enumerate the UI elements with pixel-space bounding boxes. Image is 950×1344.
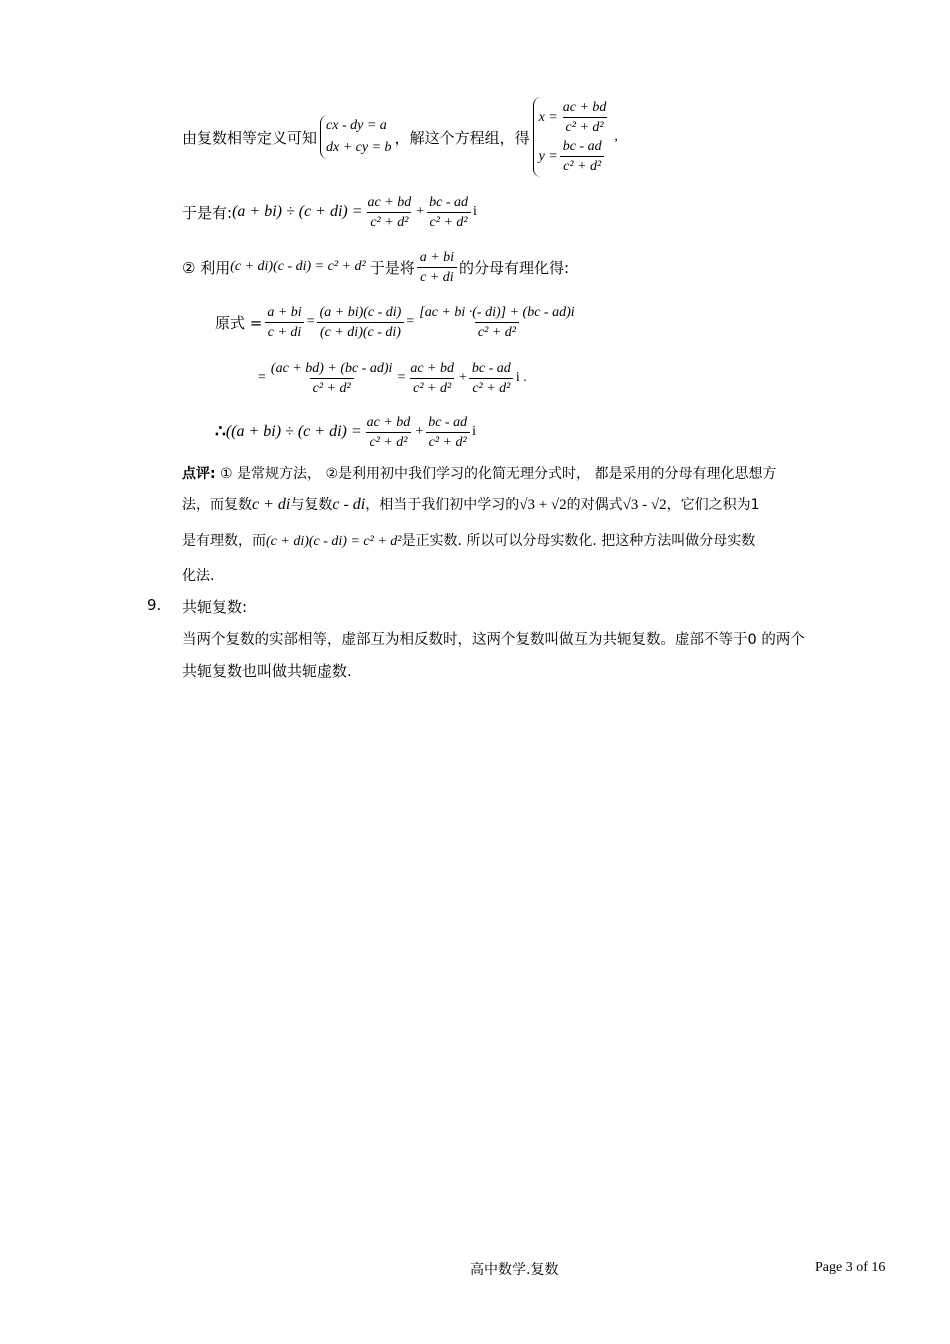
line1-middle: ，解这个方程组，得 [394,128,530,147]
comment-label: 点评: [182,466,216,482]
comment-math: c + di [252,496,291,513]
comment-line-3 [182,530,755,550]
line4-prefix: 原式 = [215,313,263,332]
imag-unit: i [472,424,476,439]
numerator: a + bi [419,249,455,265]
derivation-line-4 [215,300,580,344]
numerator: (a + bi)(c - di) [319,304,402,320]
equals-sign: = [406,314,415,329]
denominator: c² + d² [410,378,454,397]
line1-prefix: 由复数相等定义可知 [182,128,318,147]
x-denominator: c² + d² [563,117,607,136]
comment-math: √3 - √2 [622,497,667,513]
solution-x [539,99,612,136]
x-label: x = [538,109,558,125]
footer-title: 高中数学.复数 [470,1262,559,1278]
comment-text: 的对偶式 [566,497,623,513]
denominator: c + di [265,322,305,341]
numerator: [ac + bi ·(- di)] + (bc - ad)i [419,304,575,320]
denominator: c² + d² [427,212,471,231]
derivation-line-1 [182,94,618,180]
comment-text: ，相当于我们初中学习的 [365,497,520,513]
line3-suffix: 的分母有理化得: [459,258,570,277]
denominator: c² + d² [469,378,513,397]
section-9-text-2: 共轭复数也叫做共轭虚数. [182,662,352,680]
line3-expression: (c + di)(c - di) = c² + d² [230,259,366,274]
line4-fraction-2 [317,304,405,341]
comment-text-1: ① 是常规方法， ②是利用初中我们学习的化简无理分式时， 都是采用的分母有理化思想方 [215,466,777,482]
denominator: c² + d² [310,378,354,397]
section-9-title: 共轭复数: [182,598,248,616]
x-numerator: ac + bd [562,100,607,115]
equals-sign: = [306,314,315,329]
footer-page-number: Page 3 of 16 [815,1260,886,1275]
y-numerator: bc - ad [562,139,602,154]
comment-line-2 [182,494,760,514]
section-9-number: 9. [147,596,162,614]
line2-lhs: (a + bi) ÷ (c + di) = [232,203,363,220]
comment-text-4: 化法. [182,568,215,584]
numerator: ac + bd [410,360,455,376]
comment-text: 是正实数. 所以可以分母实数化. 把这种方法叫做分母实数 [401,533,756,549]
derivation-line-2 [182,190,477,234]
comment-math: √3 + √2 [519,497,567,513]
numerator: a + bi [267,304,302,320]
comment-text: 与复数 [290,497,333,513]
denominator: c² + d² [426,432,470,451]
line2-prefix: 于是有: [182,203,233,222]
comment-text: 是有理数，而 [182,533,266,549]
line4-fraction-1 [264,304,304,341]
comment-line-4 [182,565,214,585]
line3-prefix: ② 利用 [182,258,231,277]
line6-fraction-2 [425,414,470,451]
line6-fraction-1 [364,414,414,451]
denominator: c² + d² [475,322,519,341]
line3-middle: 于是将 [369,258,415,277]
numerator: ac + bd [367,194,412,210]
solution-y [539,138,612,175]
line4-fraction-3 [416,304,577,341]
numerator: (ac + bd) + (bc - ad)i [270,360,393,376]
equation-system-1 [320,115,392,159]
line5-fraction-3 [469,360,514,397]
denominator: c² + d² [367,212,411,231]
derivation-line-6 [215,410,476,454]
denominator: c + di [417,267,457,286]
section-9-text-1: 当两个复数的实部相等，虚部互为相反数时，这两个复数叫做互为共轭复数。虚部不等于0 的两个 [182,632,805,648]
y-fraction [560,138,605,175]
comment-text: 法，而复数 [182,497,252,513]
comment-math: (c + di)(c - di) = c² + d² [266,534,402,549]
comment-text: ，它们之积为1 [666,497,760,513]
line2-fraction-1 [365,194,415,231]
numerator: bc - ad [428,414,468,430]
derivation-line-5 [258,356,527,400]
system1-eq1: cx - dy = a [326,118,387,133]
line6-lhs: ((a + bi) ÷ (c + di) = [225,423,362,440]
line3-fraction [417,249,457,286]
y-denominator: c² + d² [560,156,604,175]
numerator: bc - ad [429,194,469,210]
numerator: ac + bd [366,414,411,430]
solution-system [533,97,612,177]
line5-fraction-1 [268,360,396,397]
imag-unit: i [473,204,477,219]
equals-sign: = [397,370,406,385]
numerator: bc - ad [471,360,511,376]
x-fraction [560,99,610,136]
comment-line-1 [182,463,777,483]
denominator: c² + d² [366,432,410,451]
y-label: y = [538,148,558,164]
line5-tail: i . [515,370,527,385]
system1-eq2: dx + cy = b [326,140,392,155]
plus-sign: + [415,424,424,439]
comment-math: c - di [332,496,366,513]
line1-suffix: , [614,129,618,144]
equals-sign: = [258,370,266,385]
plus-sign: + [459,370,467,385]
plus-sign: + [416,204,425,219]
line2-fraction-2 [426,194,471,231]
therefore-symbol: ∴ [215,422,226,441]
derivation-line-3 [182,246,569,288]
denominator: (c + di)(c - di) [317,322,404,341]
line5-fraction-2 [407,360,457,397]
